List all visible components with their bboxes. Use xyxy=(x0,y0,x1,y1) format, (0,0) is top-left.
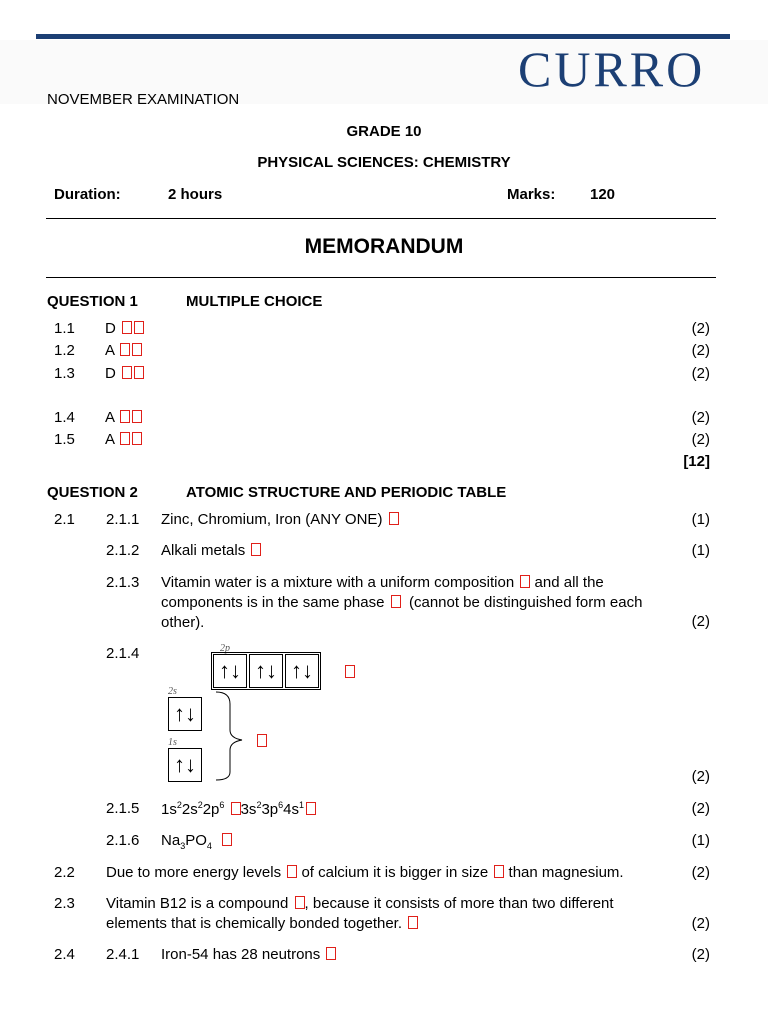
answer-letter: A xyxy=(105,431,142,448)
answer-number: 1.5 xyxy=(54,431,75,448)
question-number: 2.2 xyxy=(54,864,75,881)
answer-mark: (2) xyxy=(691,320,710,337)
electron-configuration: $1s^22s^22p^6$ $3s^23p^64s^1$ xyxy=(161,800,316,818)
grade-heading: GRADE 10 xyxy=(346,123,422,140)
subquestion-number: 2.1.6 xyxy=(106,832,140,849)
subject-heading: PHYSICAL SCIENCES: CHEMISTRY xyxy=(257,154,511,171)
tick-icon xyxy=(231,802,241,815)
orbital-group-2p xyxy=(211,652,321,690)
marks-value: 120 xyxy=(590,186,616,203)
question-2-label: QUESTION 2 xyxy=(47,484,138,501)
tick-icon xyxy=(222,833,232,846)
question-number: 2.1 xyxy=(54,511,75,528)
answer-text: Alkali metals xyxy=(161,542,261,559)
answer-mark: (2) xyxy=(691,613,710,630)
tick-icon xyxy=(251,543,261,556)
tick-icon xyxy=(287,865,297,878)
answer-number: 1.2 xyxy=(54,342,75,359)
subquestion-number: 2.1.1 xyxy=(106,511,140,528)
subquestion-number: 2.4.1 xyxy=(106,946,140,963)
answer-mark: (2) xyxy=(691,365,710,382)
memorandum-title: MEMORANDUM xyxy=(304,235,464,258)
orbital-box-1s: ↑↓ xyxy=(168,748,202,782)
answer-text: Iron-54 has 28 neutrons xyxy=(161,946,336,963)
tick-icon xyxy=(122,366,132,379)
tick-icon xyxy=(132,343,142,356)
answer-text: Vitamin B12 is a compound , because it consists of more than two different elements that is chemically bonded together. xyxy=(106,895,614,932)
orbital-box-2p: ↑↓ xyxy=(249,654,283,688)
chemical-formula: $Na_3PO_4$ xyxy=(161,832,232,851)
tick-icon xyxy=(134,321,144,334)
tick-icon xyxy=(389,512,399,525)
orbital-box-2s: ↑↓ xyxy=(168,697,202,731)
tick-icon xyxy=(520,575,530,588)
orbital-box-2p: ↑↓ xyxy=(213,654,247,688)
tick-icon xyxy=(120,432,130,445)
tick-icon xyxy=(408,916,418,929)
orbital-label-1s: 1s xyxy=(168,737,177,748)
answer-mark: (2) xyxy=(691,342,710,359)
answer-mark: (2) xyxy=(691,431,710,448)
answer-number: 1.4 xyxy=(54,409,75,426)
divider-bottom xyxy=(46,277,716,278)
tick-icon xyxy=(122,321,132,334)
answer-letter: D xyxy=(105,320,144,337)
brace-icon xyxy=(214,690,254,782)
answer-letter: A xyxy=(105,342,142,359)
orbital-box-2p: ↑↓ xyxy=(285,654,319,688)
subquestion-number: 2.1.5 xyxy=(106,800,140,817)
answer-mark: (2) xyxy=(691,768,710,785)
question-2-title: ATOMIC STRUCTURE AND PERIODIC TABLE xyxy=(186,484,507,501)
answer-letter: D xyxy=(105,365,144,382)
tick-icon xyxy=(120,410,130,423)
answer-mark: (2) xyxy=(691,864,710,881)
question-number: 2.4 xyxy=(54,946,75,963)
divider-top xyxy=(46,218,716,219)
answer-number: 1.3 xyxy=(54,365,75,382)
tick-icon xyxy=(132,410,142,423)
marks-label: Marks: xyxy=(507,186,556,203)
tick-icon xyxy=(295,896,305,909)
answer-mark: (1) xyxy=(691,511,710,528)
tick-icon xyxy=(345,665,355,678)
tick-icon xyxy=(391,595,401,608)
orbital-label-2s: 2s xyxy=(168,686,177,697)
subquestion-number: 2.1.3 xyxy=(106,574,140,591)
tick-icon xyxy=(494,865,504,878)
question-1-label: QUESTION 1 xyxy=(47,293,138,310)
tick-icon xyxy=(326,947,336,960)
question-1-title: MULTIPLE CHOICE xyxy=(186,293,323,310)
duration-label: Duration: xyxy=(54,186,121,203)
header-bar xyxy=(36,34,730,39)
answer-mark: (2) xyxy=(691,800,710,817)
question-1-total: [12] xyxy=(683,453,710,470)
answer-mark: (1) xyxy=(691,832,710,849)
tick-icon xyxy=(134,366,144,379)
answer-mark: (2) xyxy=(691,946,710,963)
answer-text: Vitamin water is a mixture with a uniform composition and all the components is in the same phase (cannot be distinguished form each other). xyxy=(161,574,643,631)
answer-mark: (1) xyxy=(691,542,710,559)
tick-icon xyxy=(120,343,130,356)
answer-text: Due to more energy levels of calcium it is bigger in size than magnesium. xyxy=(106,864,624,881)
answer-mark: (2) xyxy=(691,409,710,426)
answer-text: Zinc, Chromium, Iron (ANY ONE) xyxy=(161,511,399,528)
question-number: 2.3 xyxy=(54,895,75,912)
tick-icon xyxy=(132,432,142,445)
answer-letter: A xyxy=(105,409,142,426)
curro-logo: CURRO xyxy=(518,41,706,97)
answer-mark: (2) xyxy=(691,915,710,932)
exam-name: NOVEMBER EXAMINATION xyxy=(47,91,240,108)
subquestion-number: 2.1.4 xyxy=(106,645,140,662)
orbital-label-2p: 2p xyxy=(220,643,230,654)
tick-icon xyxy=(306,802,316,815)
tick-icon xyxy=(257,734,267,747)
duration-value: 2 hours xyxy=(168,186,223,203)
subquestion-number: 2.1.2 xyxy=(106,542,140,559)
answer-number: 1.1 xyxy=(54,320,75,337)
